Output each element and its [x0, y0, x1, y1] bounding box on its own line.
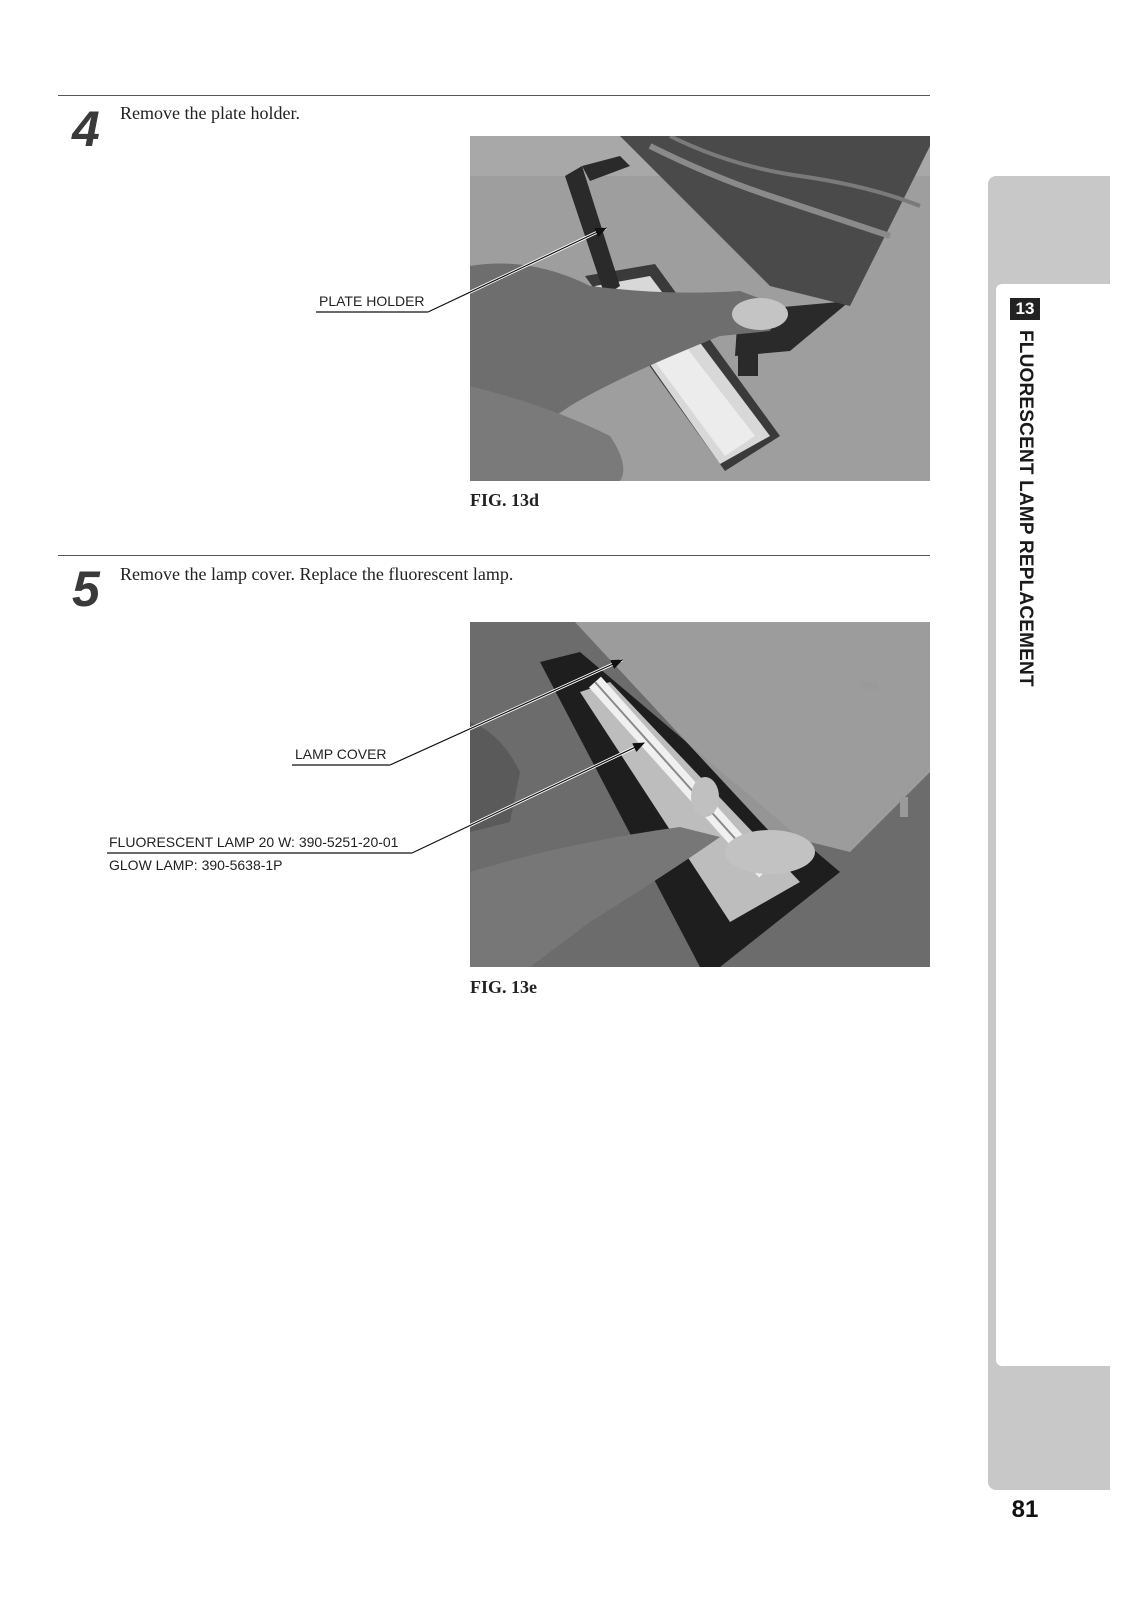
- lamp-cover-replacement-photo: [470, 622, 930, 967]
- step-4-instruction: Remove the plate holder.: [120, 103, 300, 123]
- fig-13e-photo: [470, 622, 930, 967]
- lamp-cover-label: LAMP COVER: [295, 746, 387, 762]
- step-5-divider: [58, 555, 930, 556]
- step-5-number: 5: [72, 561, 100, 617]
- plate-holder-label: PLATE HOLDER: [319, 293, 425, 309]
- fig-13d-photo: [470, 136, 930, 481]
- step-4-number: 4: [72, 101, 100, 157]
- fig-13e-caption: FIG. 13e: [470, 977, 537, 997]
- glow-lamp-label: GLOW LAMP: 390-5638-1P: [109, 857, 283, 873]
- plate-holder-removal-photo: [470, 136, 930, 481]
- chapter-title: FLUORESCENT LAMP REPLACEMENT: [1015, 330, 1036, 687]
- page-number: 81: [1011, 1496, 1039, 1523]
- fig-13d-caption: FIG. 13d: [470, 490, 540, 510]
- step-4-divider: [58, 95, 930, 96]
- chapter-number-badge: 13: [1010, 298, 1040, 320]
- fluorescent-lamp-label: FLUORESCENT LAMP 20 W: 390-5251-20-01: [109, 834, 399, 850]
- step-5-instruction: Remove the lamp cover. Replace the fluorescent lamp.: [120, 564, 514, 584]
